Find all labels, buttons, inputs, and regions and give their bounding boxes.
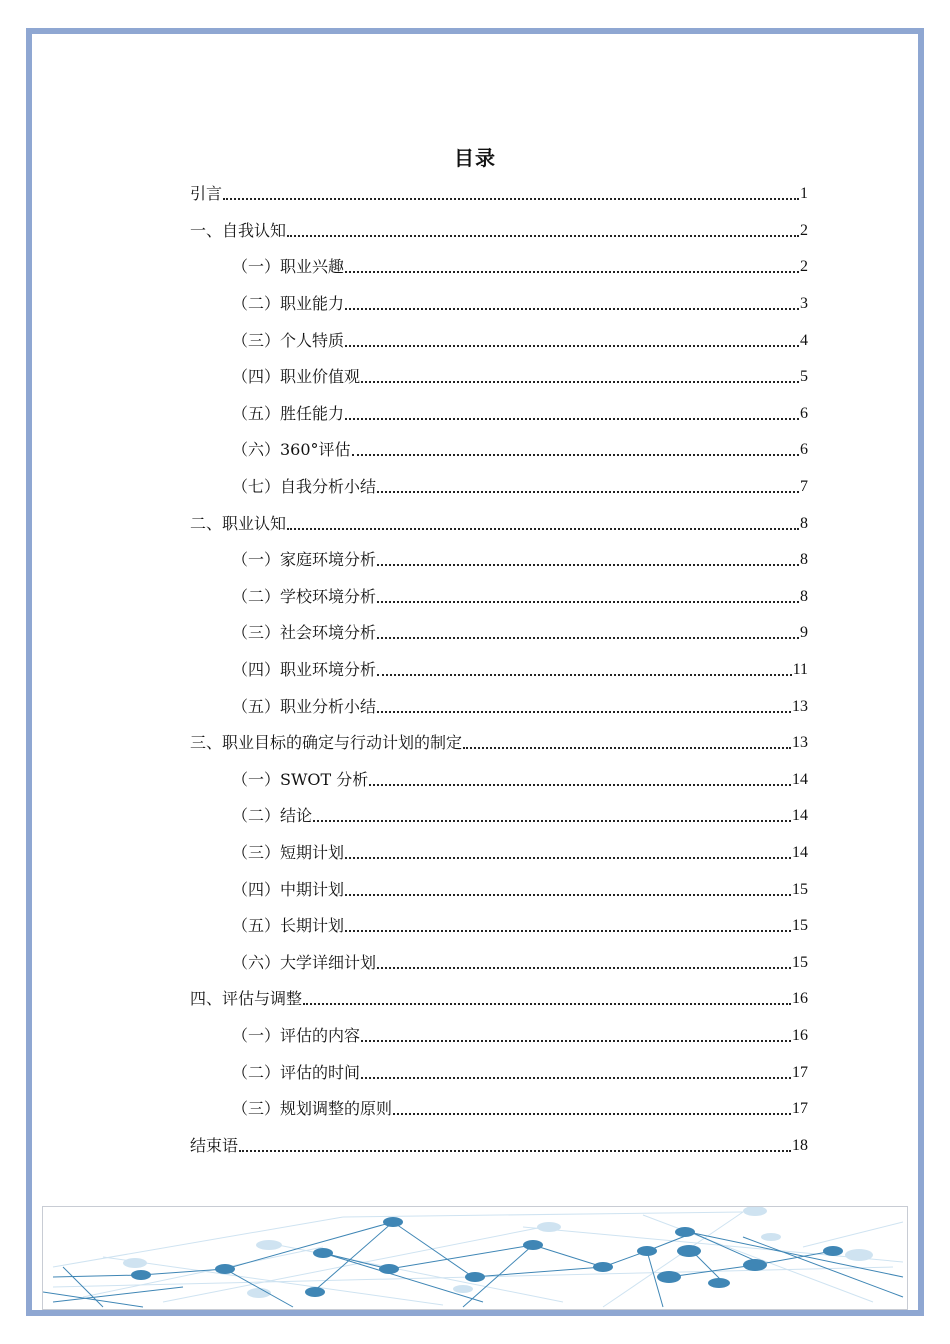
toc-entry[interactable] <box>190 322 808 359</box>
dot-leader <box>377 623 799 643</box>
toc-entry[interactable] <box>190 542 808 579</box>
toc-entry-label: （三）规划调整的原则 <box>232 1099 393 1119</box>
dot-leader <box>369 770 791 790</box>
toc-entry-page: 13 <box>792 697 808 715</box>
dot-leader <box>377 550 799 570</box>
toc-entry-label: （五）长期计划 <box>232 916 345 936</box>
toc-entry-page: 17 <box>792 1100 808 1118</box>
toc-entry-label: （二）学校环境分析 <box>232 586 377 606</box>
toc-list <box>190 176 808 1164</box>
dot-leader <box>345 331 799 351</box>
toc-entry-page: 15 <box>792 917 808 935</box>
toc-entry-label: （五）胜任能力 <box>232 403 345 423</box>
toc-entry[interactable] <box>190 286 808 323</box>
toc-entry-label: （二）职业能力 <box>232 294 345 314</box>
dot-leader <box>287 514 799 534</box>
dot-leader <box>239 1136 791 1156</box>
toc-entry[interactable] <box>190 213 808 250</box>
toc-entry-page: 8 <box>800 587 808 605</box>
dot-leader <box>361 367 799 387</box>
dot-leader <box>345 257 799 277</box>
toc-entry-page: 1 <box>800 185 808 203</box>
toc-entry-page: 7 <box>800 478 808 496</box>
toc-entry-page: 2 <box>800 258 808 276</box>
toc-entry-label: （一）职业兴趣 <box>232 257 345 277</box>
toc-entry[interactable] <box>190 359 808 396</box>
toc-entry[interactable] <box>190 688 808 725</box>
dot-leader <box>287 221 799 241</box>
toc-entry-label: （三）个人特质 <box>232 330 345 350</box>
toc-entry-label: 引言 <box>190 184 223 204</box>
toc-entry-page: 18 <box>792 1136 808 1154</box>
toc-entry[interactable] <box>190 469 808 506</box>
toc-entry-page: 14 <box>792 807 808 825</box>
toc-entry-label: （五）职业分析小结 <box>232 696 377 716</box>
page-frame <box>26 28 924 1316</box>
toc-entry-page: 4 <box>800 331 808 349</box>
toc-entry-page: 14 <box>792 770 808 788</box>
toc-entry[interactable] <box>190 579 808 616</box>
dot-leader <box>345 843 791 863</box>
toc-entry-page: 15 <box>792 953 808 971</box>
toc-entry-page: 8 <box>800 514 808 532</box>
network-graphic <box>43 1207 907 1309</box>
toc-entry[interactable] <box>190 981 808 1018</box>
toc-entry-label: （二）结论 <box>232 806 313 826</box>
toc-entry-page: 16 <box>792 990 808 1008</box>
toc-entry[interactable] <box>190 615 808 652</box>
dot-leader <box>313 806 791 826</box>
toc-entry-label: （六）360°评估 <box>232 440 351 460</box>
toc-entry-label: （六）大学详细计划 <box>232 952 377 972</box>
network-light-nodes <box>123 1207 873 1298</box>
toc-entry-label: 三、职业目标的确定与行动计划的制定 <box>190 733 463 753</box>
dot-leader <box>361 1026 791 1046</box>
toc-entry-page: 6 <box>800 441 808 459</box>
toc-entry-label: （七）自我分析小结 <box>232 477 377 497</box>
toc-entry-page: 2 <box>800 221 808 239</box>
toc-entry-label: 一、自我认知 <box>190 220 287 240</box>
toc-entry-label: 二、职业认知 <box>190 513 287 533</box>
dot-leader <box>377 697 791 717</box>
toc-entry-page: 13 <box>792 734 808 752</box>
dot-leader <box>352 440 799 460</box>
toc-entry[interactable] <box>190 1054 808 1091</box>
toc-entry[interactable] <box>190 176 808 213</box>
toc-entry[interactable] <box>190 908 808 945</box>
toc-entry[interactable] <box>190 798 808 835</box>
network-light-lines <box>53 1212 903 1307</box>
toc-entry[interactable] <box>190 249 808 286</box>
dot-leader <box>377 587 799 607</box>
toc-entry[interactable] <box>190 762 808 799</box>
toc-entry-label: （三）社会环境分析 <box>232 623 377 643</box>
toc-entry-page: 11 <box>792 661 808 679</box>
dot-leader <box>223 184 799 204</box>
toc-entry-label: （四）职业价值观 <box>232 367 361 387</box>
toc-entry-page: 9 <box>800 624 808 642</box>
toc-entry-page: 16 <box>792 1026 808 1044</box>
toc-entry-page: 15 <box>792 880 808 898</box>
dot-leader <box>393 1099 791 1119</box>
toc-entry-page: 17 <box>792 1063 808 1081</box>
toc-entry[interactable] <box>190 1091 808 1128</box>
dot-leader <box>377 477 799 497</box>
dot-leader <box>345 880 791 900</box>
toc-entry[interactable] <box>190 944 808 981</box>
dot-leader <box>345 404 799 424</box>
toc-entry-label: （一）SWOT 分析 <box>232 769 369 789</box>
dot-leader <box>463 733 791 753</box>
toc-entry-page: 14 <box>792 843 808 861</box>
toc-entry-page: 3 <box>800 295 808 313</box>
toc-entry[interactable] <box>190 835 808 872</box>
toc-entry[interactable] <box>190 1018 808 1055</box>
toc-entry-page: 6 <box>800 404 808 422</box>
network-dark-nodes <box>131 1217 843 1297</box>
dot-leader <box>345 294 799 314</box>
toc-entry[interactable] <box>190 432 808 469</box>
toc-entry-label: （三）短期计划 <box>232 842 345 862</box>
toc-entry-label: （四）中期计划 <box>232 879 345 899</box>
toc-entry-label: （一）家庭环境分析 <box>232 550 377 570</box>
toc-entry-label: （四）职业环境分析 <box>232 660 377 680</box>
dot-leader <box>361 1063 791 1083</box>
network-banner-image <box>42 1206 908 1310</box>
toc-entry[interactable] <box>190 396 808 433</box>
toc-entry[interactable] <box>190 1127 808 1164</box>
toc-entry-label: 四、评估与调整 <box>190 989 303 1009</box>
toc-entry-label: （一）评估的内容 <box>232 1025 361 1045</box>
toc-entry-label: （二）评估的时间 <box>232 1062 361 1082</box>
toc-entry-page: 8 <box>800 551 808 569</box>
toc-entry[interactable] <box>190 505 808 542</box>
toc-title: 目录 <box>454 146 496 170</box>
dot-leader <box>345 916 791 936</box>
dot-leader <box>377 953 791 973</box>
dot-leader <box>377 660 792 680</box>
toc-entry[interactable] <box>190 725 808 762</box>
dot-leader <box>303 989 791 1009</box>
toc-entry-label: 结束语 <box>190 1135 239 1155</box>
toc-entry[interactable] <box>190 871 808 908</box>
toc-entry-page: 5 <box>800 368 808 386</box>
toc-entry[interactable] <box>190 652 808 689</box>
